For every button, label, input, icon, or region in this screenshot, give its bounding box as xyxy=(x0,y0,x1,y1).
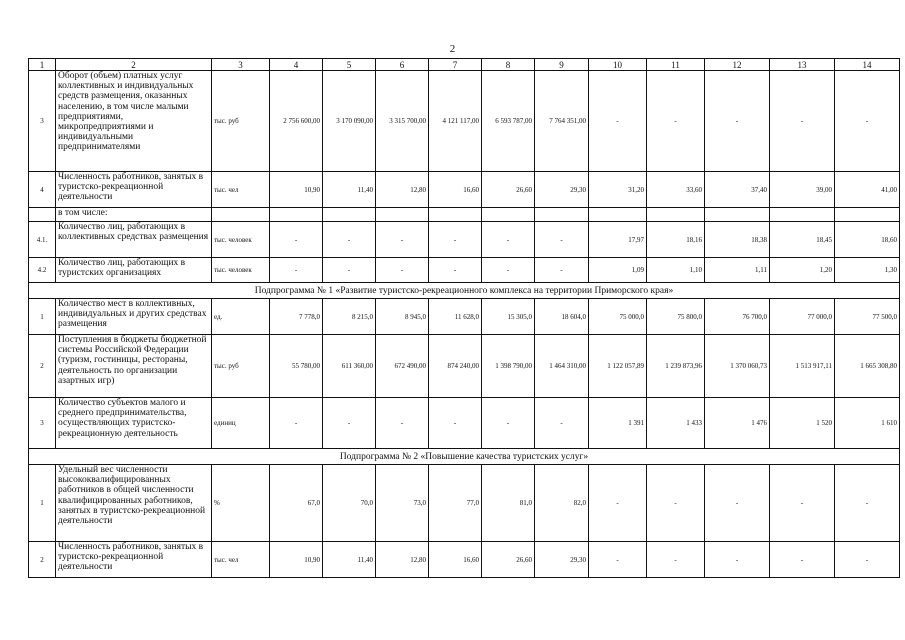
value-cell xyxy=(589,208,647,222)
table-row xyxy=(29,172,900,208)
value-cell: 41,00 xyxy=(835,172,900,208)
table-row xyxy=(29,335,900,398)
unit-cell: тыс. человек xyxy=(212,222,270,258)
value-cell: 11,40 xyxy=(323,542,376,578)
value-cell: - xyxy=(323,398,376,449)
value-cell xyxy=(270,208,323,222)
value-cell xyxy=(705,208,770,222)
value-cell: 1,20 xyxy=(770,258,835,283)
value-cell: 39,00 xyxy=(770,172,835,208)
subprogram-2-row xyxy=(29,449,900,465)
value-cell: 4 121 117,00 xyxy=(429,71,482,172)
subprogram-1-row-title: Подпрограмма № 1 «Развитие туристско-рекреационного комплекса на территории Приморского края» xyxy=(29,283,900,299)
value-cell: - xyxy=(482,398,535,449)
table-row xyxy=(29,71,900,172)
value-cell: 75 000,0 xyxy=(589,299,647,335)
value-cell: 3 315 700,00 xyxy=(376,71,429,172)
value-cell: 672 490,00 xyxy=(376,335,429,398)
value-cell: - xyxy=(482,258,535,283)
value-cell: 75 800,0 xyxy=(647,299,705,335)
value-cell: 1,11 xyxy=(705,258,770,283)
value-cell: 1 665 308,80 xyxy=(835,335,900,398)
value-cell: 31,20 xyxy=(589,172,647,208)
row-number: 2 xyxy=(29,335,56,398)
value-cell: - xyxy=(835,71,900,172)
unit-cell: тыс. руб xyxy=(212,71,270,172)
value-cell: 37,40 xyxy=(705,172,770,208)
value-cell: 77,0 xyxy=(429,465,482,542)
value-cell: - xyxy=(323,222,376,258)
value-cell: 1 370 060,73 xyxy=(705,335,770,398)
value-cell: - xyxy=(705,465,770,542)
value-cell: 1 398 790,00 xyxy=(482,335,535,398)
value-cell: - xyxy=(647,465,705,542)
unit-cell: единиц xyxy=(212,398,270,449)
value-cell xyxy=(770,208,835,222)
table-body xyxy=(29,59,900,578)
subprogram-1-row xyxy=(29,283,900,299)
header-cell-6: 6 xyxy=(376,59,429,71)
value-cell xyxy=(323,208,376,222)
row-number: 1 xyxy=(29,465,56,542)
header-cell-13: 13 xyxy=(770,59,835,71)
indicator-name: Численность работников, занятых в туристско-рекреационной деятельности xyxy=(56,542,212,578)
value-cell: - xyxy=(535,222,589,258)
value-cell: - xyxy=(770,71,835,172)
header-cell-11: 11 xyxy=(647,59,705,71)
value-cell: 12,80 xyxy=(376,542,429,578)
value-cell: 1 433 xyxy=(647,398,705,449)
value-cell: 18,16 xyxy=(647,222,705,258)
value-cell: 16,60 xyxy=(429,172,482,208)
value-cell: 7 778,0 xyxy=(270,299,323,335)
page-number: 2 xyxy=(449,43,456,55)
value-cell: 67,0 xyxy=(270,465,323,542)
header-cell-3: 3 xyxy=(212,59,270,71)
value-cell: - xyxy=(647,71,705,172)
unit-cell: тыс. человек xyxy=(212,258,270,283)
value-cell: 17,97 xyxy=(589,222,647,258)
value-cell: 1 610 xyxy=(835,398,900,449)
unit-cell: тыс. чел xyxy=(212,542,270,578)
table-row xyxy=(29,208,900,222)
value-cell: 12,80 xyxy=(376,172,429,208)
value-cell: 1 476 xyxy=(705,398,770,449)
value-cell: 18,38 xyxy=(705,222,770,258)
value-cell: - xyxy=(535,258,589,283)
value-cell: - xyxy=(589,71,647,172)
row-number: 1 xyxy=(29,299,56,335)
value-cell: 29,30 xyxy=(535,542,589,578)
value-cell: 1 464 310,00 xyxy=(535,335,589,398)
table-row xyxy=(29,465,900,542)
value-cell: 1 239 873,96 xyxy=(647,335,705,398)
indicator-name: Количество субъектов малого и среднего предпринимательства, осуществляющих туристско-рекреационную деятельность xyxy=(56,398,212,449)
value-cell: 77 000,0 xyxy=(770,299,835,335)
value-cell: 10,90 xyxy=(270,542,323,578)
value-cell: - xyxy=(323,258,376,283)
row-number: 4 xyxy=(29,172,56,208)
value-cell: - xyxy=(647,542,705,578)
value-cell: 1 520 xyxy=(770,398,835,449)
value-cell: - xyxy=(589,542,647,578)
value-cell: - xyxy=(535,398,589,449)
value-cell: 6 593 787,00 xyxy=(482,71,535,172)
value-cell: - xyxy=(705,542,770,578)
value-cell: 10,90 xyxy=(270,172,323,208)
table-row xyxy=(29,258,900,283)
value-cell xyxy=(482,208,535,222)
unit-cell: % xyxy=(212,465,270,542)
subprogram-2-row-title: Подпрограмма № 2 «Повышение качества туристских услуг» xyxy=(29,449,900,465)
indicators-table xyxy=(28,58,900,578)
value-cell: 18,60 xyxy=(835,222,900,258)
unit-cell: ед. xyxy=(212,299,270,335)
row-number: 4.1. xyxy=(29,222,56,258)
table-row xyxy=(29,542,900,578)
value-cell: 2 756 600,00 xyxy=(270,71,323,172)
header-cell-10: 10 xyxy=(589,59,647,71)
value-cell: 1 391 xyxy=(589,398,647,449)
indicator-name: Поступления в бюджеты бюджетной системы Российской Федерации (туризм, гостиницы, рестораны, деятельность по организации азартных игр) xyxy=(56,335,212,398)
value-cell: - xyxy=(835,465,900,542)
value-cell: 18 604,0 xyxy=(535,299,589,335)
value-cell: - xyxy=(589,465,647,542)
value-cell: 7 764 351,00 xyxy=(535,71,589,172)
table-row xyxy=(29,299,900,335)
header-cell-14: 14 xyxy=(835,59,900,71)
value-cell: 15 305,0 xyxy=(482,299,535,335)
value-cell: 18,45 xyxy=(770,222,835,258)
value-cell: 81,0 xyxy=(482,465,535,542)
value-cell: - xyxy=(770,465,835,542)
value-cell: - xyxy=(270,398,323,449)
value-cell: 11,40 xyxy=(323,172,376,208)
indicator-name: Численность работников, занятых в туристско-рекреационной деятельности xyxy=(56,172,212,208)
value-cell: 73,0 xyxy=(376,465,429,542)
value-cell: - xyxy=(429,258,482,283)
value-cell: 611 360,00 xyxy=(323,335,376,398)
indicator-name: Количество лиц, работающих в туристских организациях xyxy=(56,258,212,283)
value-cell xyxy=(647,208,705,222)
value-cell xyxy=(835,208,900,222)
value-cell: 16,60 xyxy=(429,542,482,578)
value-cell: 29,30 xyxy=(535,172,589,208)
value-cell: 1,30 xyxy=(835,258,900,283)
value-cell: 8 945,0 xyxy=(376,299,429,335)
value-cell: - xyxy=(270,258,323,283)
value-cell: - xyxy=(705,71,770,172)
indicator-name: Удельный вес численности высококвалифицированных работников в общей численности квалифицированных работников, занятых в туристско-рекреационной деятельности xyxy=(56,465,212,542)
header-cell-5: 5 xyxy=(323,59,376,71)
value-cell: 1 122 057,89 xyxy=(589,335,647,398)
value-cell: - xyxy=(376,222,429,258)
row-number: 3 xyxy=(29,71,56,172)
value-cell: 1 513 917,11 xyxy=(770,335,835,398)
table-row xyxy=(29,222,900,258)
indicator-name: в том числе: xyxy=(56,208,212,222)
header-cell-12: 12 xyxy=(705,59,770,71)
row-number: 3 xyxy=(29,398,56,449)
header-cell-2: 2 xyxy=(56,59,212,71)
header-cell-8: 8 xyxy=(482,59,535,71)
unit-cell xyxy=(212,208,270,222)
row-number: 4.2 xyxy=(29,258,56,283)
value-cell: - xyxy=(429,398,482,449)
value-cell: - xyxy=(270,222,323,258)
value-cell: 26,60 xyxy=(482,542,535,578)
indicator-name: Количество мест в коллективных, индивидуальных и других средствах размещения xyxy=(56,299,212,335)
value-cell: - xyxy=(376,398,429,449)
header-cell-4: 4 xyxy=(270,59,323,71)
value-cell: 70,0 xyxy=(323,465,376,542)
value-cell xyxy=(535,208,589,222)
value-cell: 55 780,00 xyxy=(270,335,323,398)
value-cell: - xyxy=(770,542,835,578)
value-cell: 33,60 xyxy=(647,172,705,208)
table-row xyxy=(29,398,900,449)
value-cell: 874 240,00 xyxy=(429,335,482,398)
value-cell xyxy=(429,208,482,222)
value-cell: 1,10 xyxy=(647,258,705,283)
row-number: 2 xyxy=(29,542,56,578)
value-cell: 76 700,0 xyxy=(705,299,770,335)
value-cell: 11 628,0 xyxy=(429,299,482,335)
value-cell: 8 215,0 xyxy=(323,299,376,335)
header-cell-7: 7 xyxy=(429,59,482,71)
indicator-name: Количество лиц, работающих в коллективных средствах размещения xyxy=(56,222,212,258)
value-cell: 26,60 xyxy=(482,172,535,208)
value-cell: 82,0 xyxy=(535,465,589,542)
row-number xyxy=(29,208,56,222)
unit-cell: тыс. руб xyxy=(212,335,270,398)
value-cell: - xyxy=(835,542,900,578)
value-cell: - xyxy=(376,258,429,283)
value-cell: - xyxy=(429,222,482,258)
unit-cell: тыс. чел xyxy=(212,172,270,208)
header-row xyxy=(29,59,900,71)
header-cell-9: 9 xyxy=(535,59,589,71)
value-cell xyxy=(376,208,429,222)
value-cell: 3 170 090,00 xyxy=(323,71,376,172)
value-cell: - xyxy=(482,222,535,258)
value-cell: 77 500,0 xyxy=(835,299,900,335)
header-cell-1: 1 xyxy=(29,59,56,71)
indicator-name: Оборот (объем) платных услуг коллективных и индивидуальных средств размещения, оказанных населению, в том числе малыми предприятиями, микропредприятиями и индивидуальными предпринимателями xyxy=(56,71,212,172)
value-cell: 1,09 xyxy=(589,258,647,283)
